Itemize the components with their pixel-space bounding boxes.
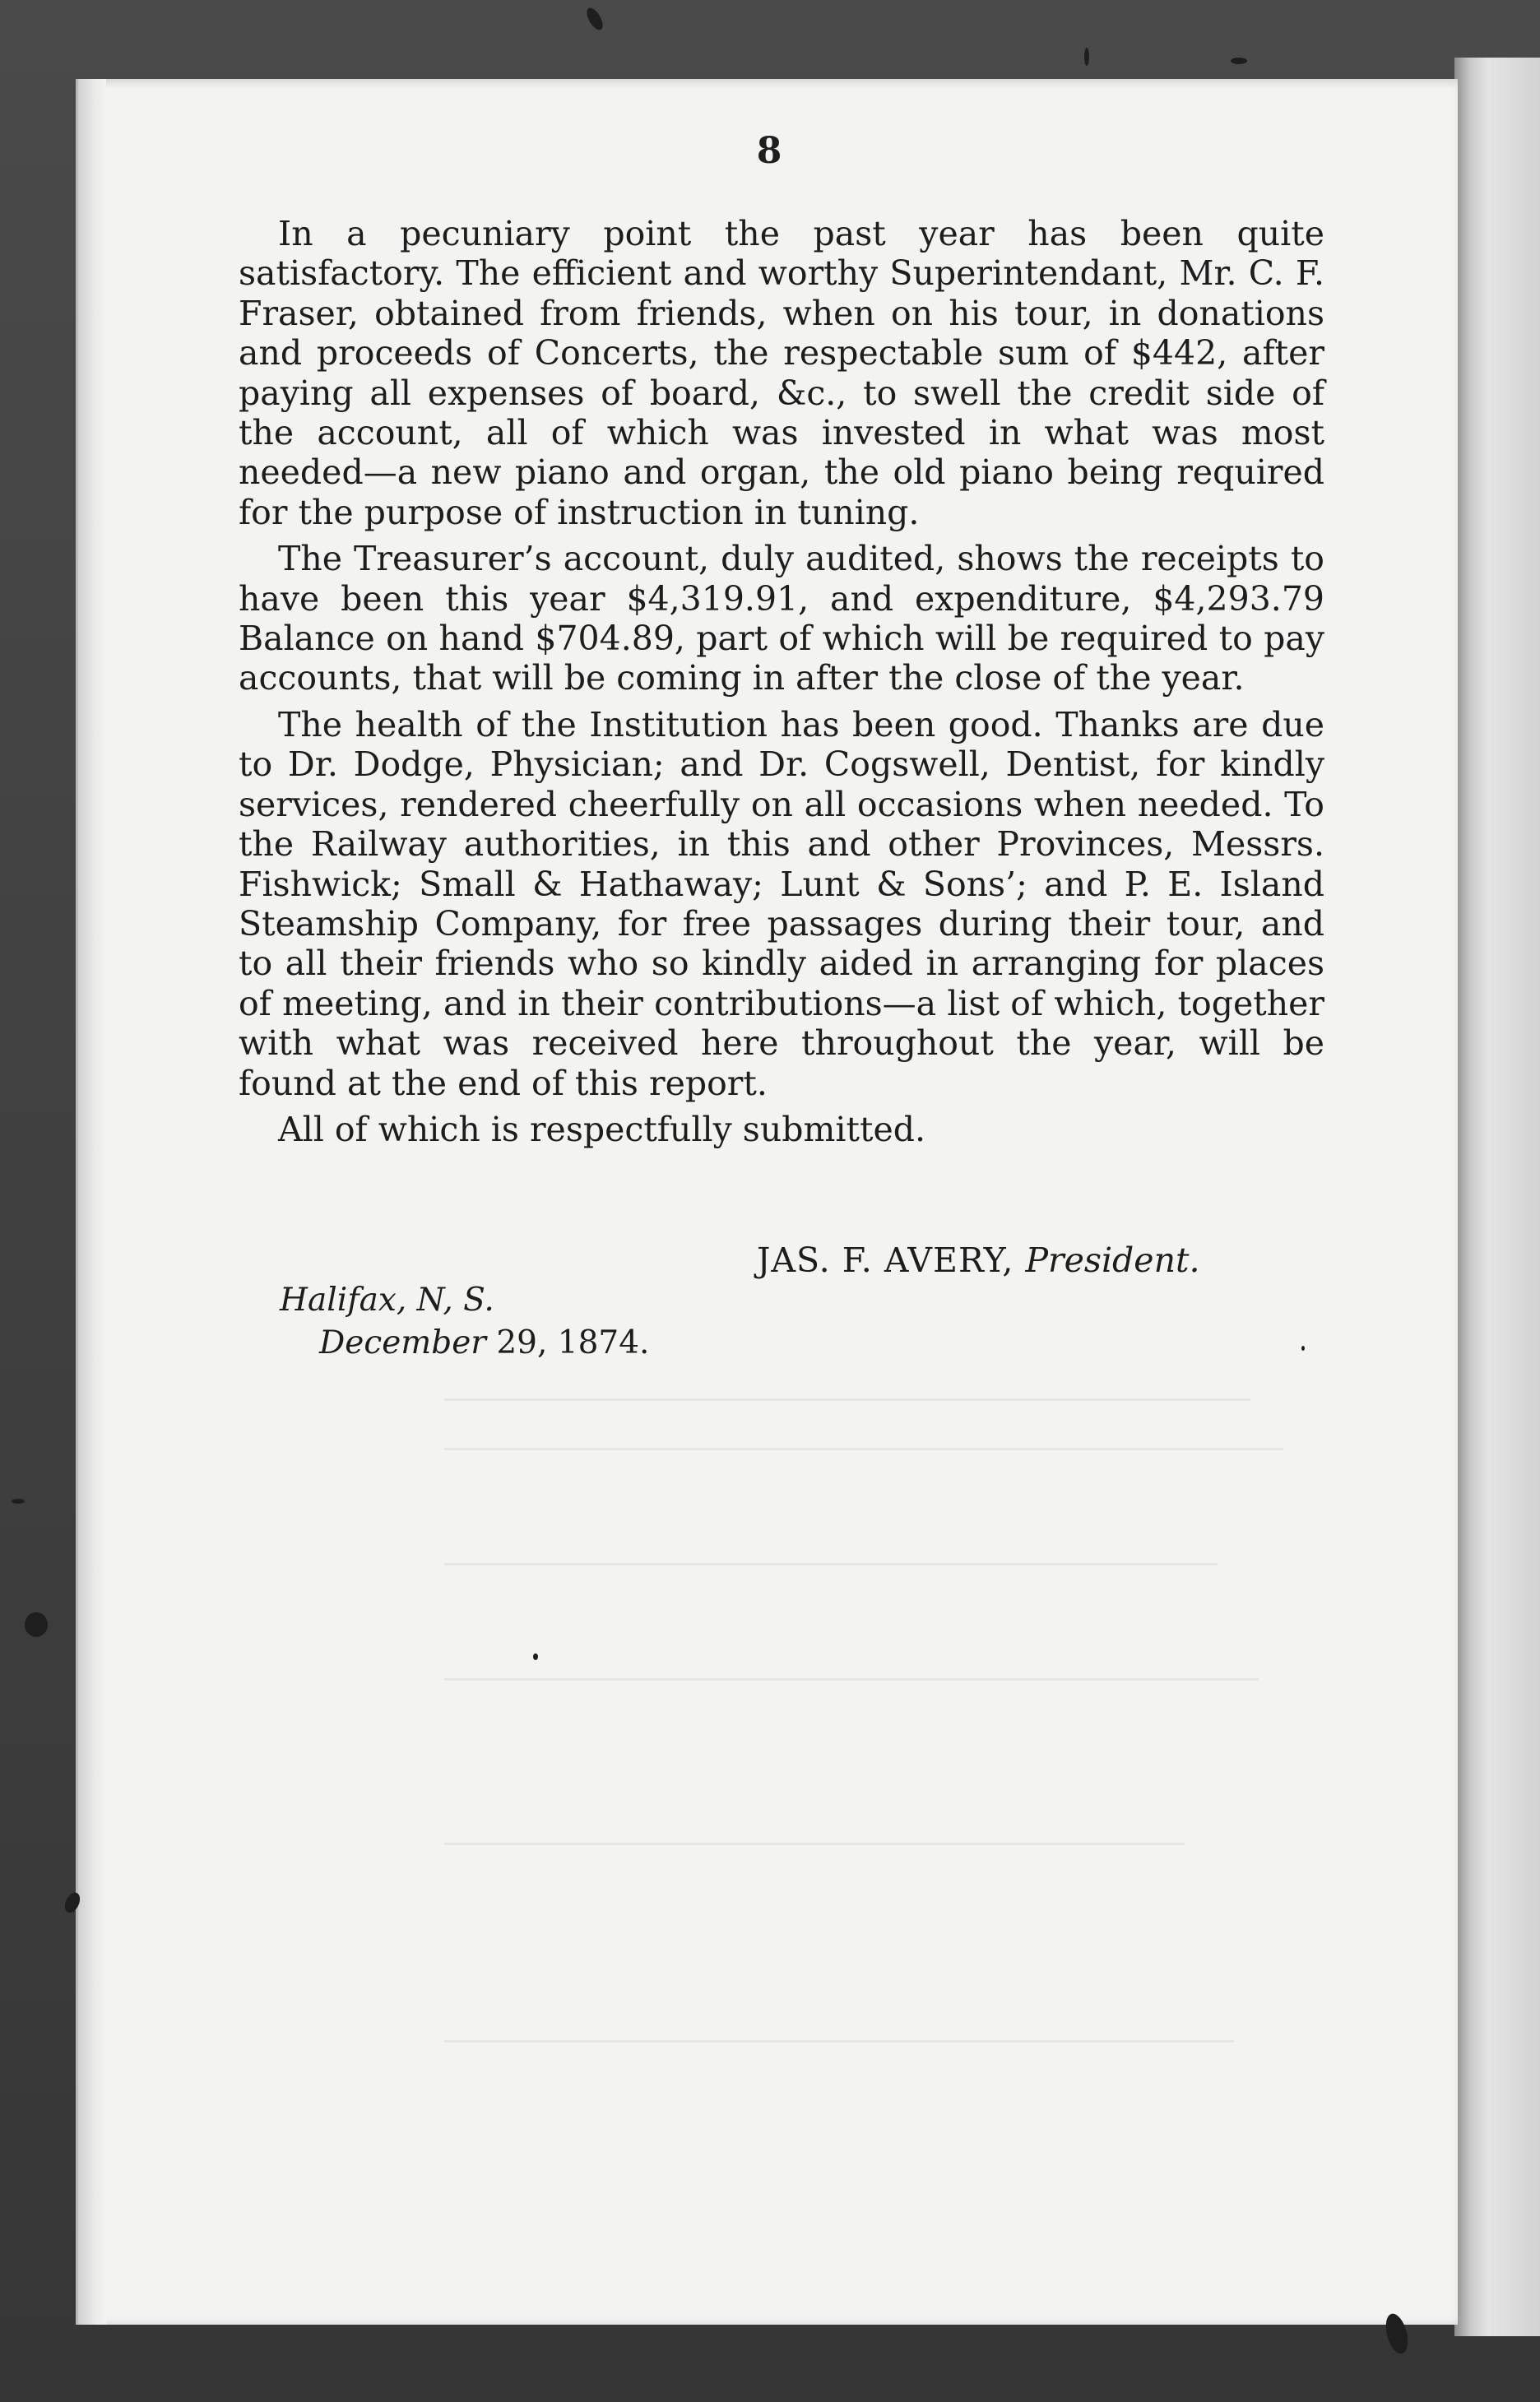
place-line: Halifax, N, S.	[280, 1282, 494, 1319]
closing-line: All of which is respectfully submitted.	[278, 1109, 925, 1149]
bleed-through-mark	[444, 1398, 1250, 1401]
adjacent-page-edge	[1454, 58, 1540, 2336]
signature-block	[757, 1240, 1283, 1280]
scan-speck	[1301, 1346, 1305, 1351]
date-day-year: 29, 1874.	[485, 1324, 650, 1361]
page-binding-edge	[76, 79, 106, 2325]
scan-speck	[533, 1653, 538, 1660]
bleed-through-mark	[444, 1678, 1259, 1681]
paragraph-finances: In a pecuniary point the past year has been quite satisfactory. The efficient and worthy Superintendant, Mr. C. F. Fraser, obtained from friends, when on his tour, in donations and proceeds of Concerts, the respectable sum of $442, after paying all expenses of board, &c., to swell the credit side of the account, all of which was invested in what was most needed—a new piano and organ, the old piano being required for the purpose of instruction in tuning.	[239, 214, 1324, 532]
scan-speck	[25, 1612, 48, 1637]
scan-speck	[12, 1499, 25, 1504]
scan-speck	[1231, 58, 1247, 64]
date-month: December	[319, 1324, 486, 1361]
signatory-title: President.	[1025, 1240, 1200, 1280]
bleed-through-mark	[444, 1448, 1283, 1450]
report-body	[239, 214, 1324, 1156]
date-line	[319, 1324, 649, 1361]
signatory-name: JAS. F. AVERY,	[757, 1240, 1014, 1280]
page-number: 8	[756, 130, 782, 172]
bleed-through-mark	[444, 1563, 1218, 1565]
paragraph-treasurer-account: The Treasurer’s account, duly audited, shows the receipts to have been this year $4,319.91, and expenditure, $4,293.79 Balance on hand $704.89, part of which will be required to pay accounts, that will be coming in after the close of the year.	[239, 539, 1324, 698]
scan-speck	[1084, 48, 1089, 66]
bleed-through-mark	[444, 2040, 1234, 2043]
bleed-through-mark	[444, 1843, 1185, 1845]
paragraph-health-thanks: The health of the Institution has been good. Thanks are due to Dr. Dodge, Physician; and Dr. Cogswell, Dentist, for kindly services, rendered cheerfully on all occasions when needed. To the Railway authorities, in this and other Provinces, Messrs. Fishwick; Small & Hathaway; Lunt & Sons’; and P. E. Island Steamship Company, for free passages during their tour, and to all their friends who so kindly aided in arranging for places of meeting, and in their contributions—a list of which, together with what was received here throughout the year, will be found at the end of this report.	[239, 704, 1324, 1103]
